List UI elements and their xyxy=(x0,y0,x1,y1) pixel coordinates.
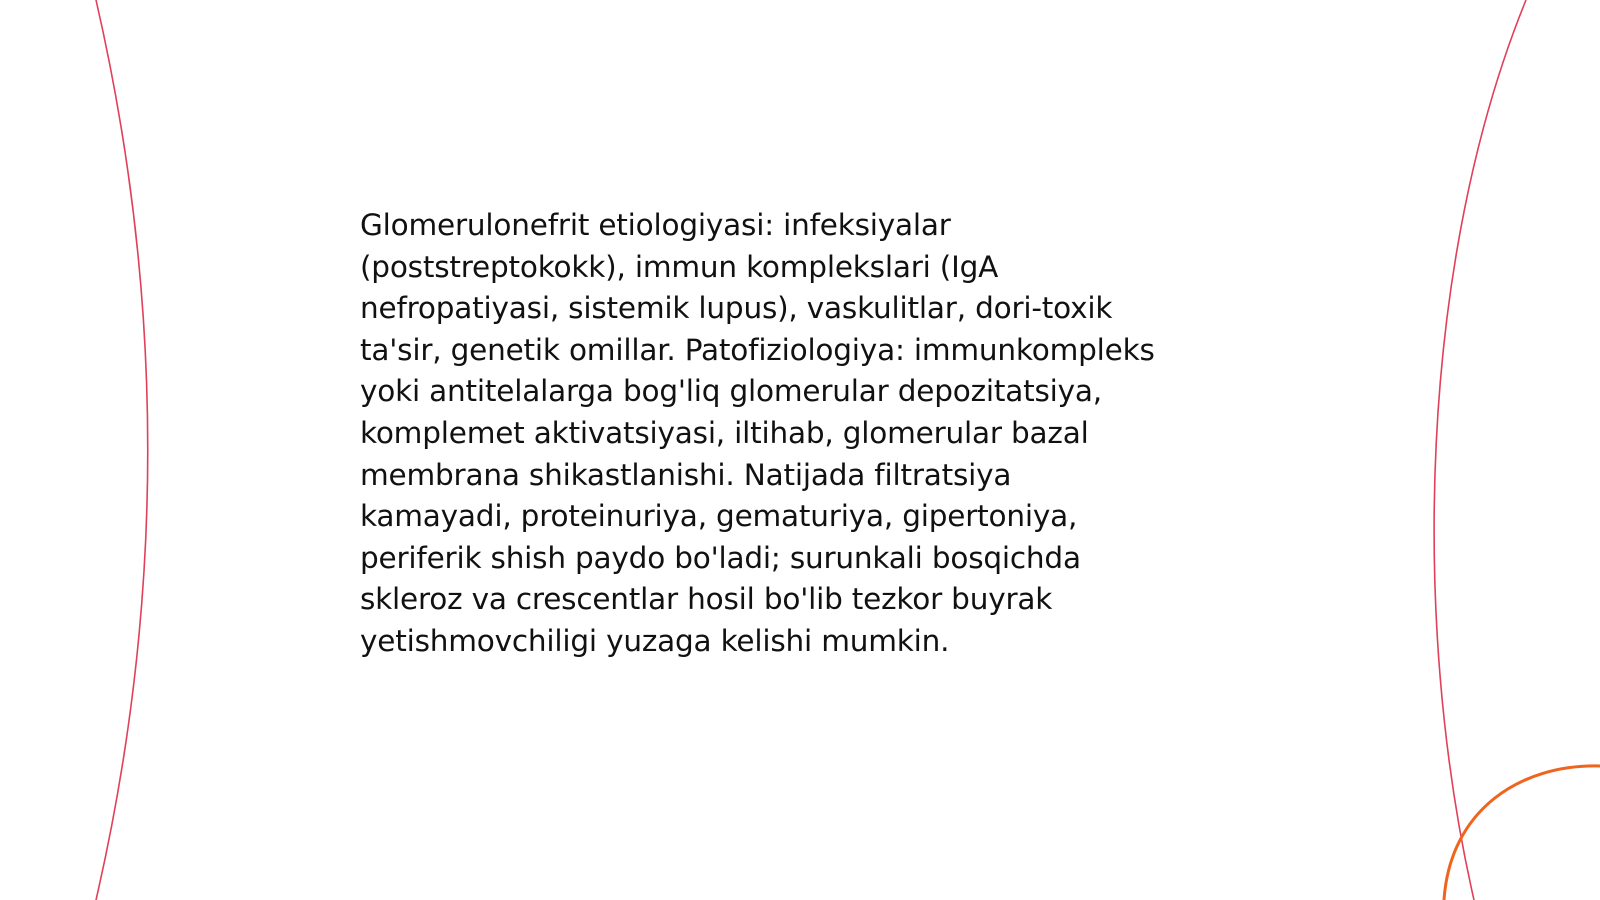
corner-arc xyxy=(1444,766,1600,900)
left-arc xyxy=(96,0,148,900)
right-arc xyxy=(1434,0,1526,900)
slide-body-text: Glomerulonefrit etiologiyasi: infeksiyalar (poststreptokokk), immun komplekslari (IgA nefropatiyasi, sistemik lupus), vaskulitlar, dori-toxik ta'sir, genetik omillar. Patofiziologiya: immunkompleks yoki antitelalarga bog'liq glomerular depozitatsiya, komplemet aktivatsiyasi, iltihab, glomerular bazal membrana shikastlanishi. Natijada filtratsiya kamayadi, proteinuriya, gematuriya, gipertoniya, periferik shish paydo bo'ladi; surunkali bosqichda skleroz va crescentlar hosil bo'lib tezkor buyrak yetishmovchiligi yuzaga kelishi mumkin. xyxy=(360,208,1155,658)
